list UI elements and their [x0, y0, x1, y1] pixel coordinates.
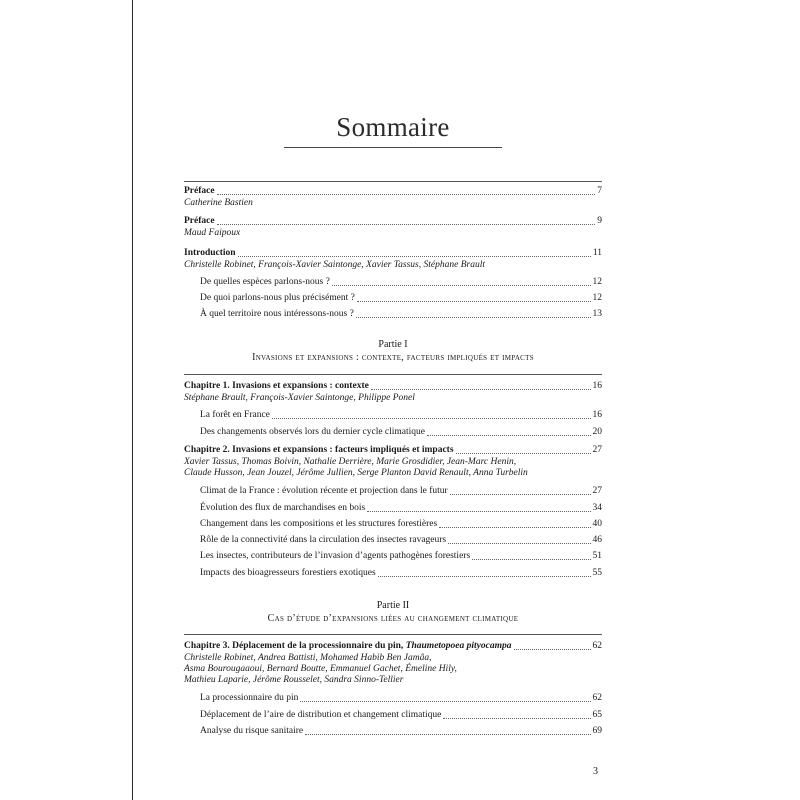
- entry-authors: Stéphane Brault, François-Xavier Saintonge, Philippe Ponel: [184, 393, 415, 403]
- entry-label: Analyse du risque sanitaire: [200, 726, 304, 736]
- dot-leader: [356, 316, 591, 318]
- page-number: 3: [593, 766, 598, 777]
- dot-leader: [357, 300, 591, 302]
- toc-subentry[interactable]: [200, 426, 602, 438]
- toc-entry-chapter-3[interactable]: [184, 640, 602, 652]
- entry-label: Chapitre 1. Invasions et expansions : contexte: [184, 381, 369, 391]
- entry-page: 62: [592, 641, 602, 651]
- dot-leader: [443, 717, 590, 719]
- toc-subentry[interactable]: [200, 725, 602, 737]
- dot-leader: [439, 526, 590, 528]
- entry-page: 20: [592, 427, 602, 437]
- entry-authors: Catherine Bastien: [184, 198, 253, 208]
- dot-leader: [217, 223, 596, 225]
- entry-label: À quel territoire nous intéressons-nous ?: [200, 309, 354, 319]
- dot-leader: [272, 417, 591, 419]
- entry-page: 62: [592, 693, 602, 703]
- entry-page: 55: [592, 568, 602, 578]
- toc-subentry[interactable]: [200, 292, 602, 304]
- entry-page: 12: [592, 293, 602, 303]
- toc-subentry[interactable]: [200, 518, 602, 530]
- entry-page: 7: [597, 186, 602, 196]
- entry-label: La forêt en France: [200, 410, 270, 420]
- entry-label: Introduction: [184, 248, 236, 258]
- dot-leader: [456, 452, 591, 454]
- dot-leader: [472, 558, 590, 560]
- entry-label: De quoi parlons-nous plus précisément ?: [200, 293, 355, 303]
- entry-page: 34: [592, 503, 602, 513]
- dot-leader: [371, 388, 591, 390]
- dot-leader: [217, 193, 596, 195]
- entry-label: Rôle de la connectivité dans la circulation des insectes ravageurs: [200, 535, 447, 545]
- dot-leader: [448, 542, 590, 544]
- section-rule: [184, 374, 602, 375]
- toc-entry-preface-2[interactable]: [184, 215, 602, 227]
- entry-page: 13: [592, 309, 602, 319]
- toc-entry-chapter-2[interactable]: [184, 444, 602, 456]
- entry-label: De quelles espèces parlons-nous ?: [200, 277, 330, 287]
- toc-subentry[interactable]: [200, 550, 602, 562]
- entry-label: Déplacement de l’aire de distribution et changement climatique: [200, 710, 442, 720]
- entry-label: Climat de la France : évolution récente et projection dans le futur: [200, 486, 448, 496]
- dot-leader: [514, 648, 591, 650]
- entry-label: [184, 640, 512, 652]
- entry-authors: Christelle Robinet, Andrea Battisti, Mohamed Habib Ben Jamâa,: [184, 653, 432, 663]
- entry-label: Préface: [184, 186, 215, 196]
- entry-label: Chapitre 2. Invasions et expansions : facteurs impliqués et impacts: [184, 445, 454, 455]
- part-title: Cas d’étude d’expansions liées au changement climatique: [267, 613, 519, 624]
- entry-page: 69: [592, 726, 602, 736]
- dot-leader: [367, 510, 590, 512]
- toc-subentry[interactable]: [200, 502, 602, 514]
- toc-subentry[interactable]: [200, 485, 602, 497]
- entry-label: La processionnaire du pin: [200, 693, 299, 703]
- title-underline: [284, 147, 502, 148]
- entry-page: 27: [592, 445, 602, 455]
- dot-leader: [300, 700, 590, 702]
- toc-subentry[interactable]: [200, 567, 602, 579]
- entry-page: 16: [592, 410, 602, 420]
- entry-page: 12: [592, 277, 602, 287]
- entry-label: Les insectes, contributeurs de l’invasion d’agents pathogènes forestiers: [200, 551, 471, 561]
- entry-label: Changement dans les compositions et les structures forestières: [200, 519, 438, 529]
- entry-page: 27: [592, 486, 602, 496]
- entry-page: 65: [592, 710, 602, 720]
- entry-label: Évolution des flux de marchandises en bois: [200, 503, 366, 513]
- entry-page: 46: [592, 535, 602, 545]
- toc-entry-preface-1[interactable]: [184, 185, 602, 197]
- entry-label-main: Chapitre 3. Déplacement de la processionnaire du pin,: [184, 641, 406, 651]
- entry-page: 9: [597, 216, 602, 226]
- toc-subentry[interactable]: [200, 276, 602, 288]
- part-label: Partie II: [376, 600, 410, 611]
- dot-leader: [427, 434, 590, 436]
- page-edge-line: [132, 0, 133, 800]
- dot-leader: [450, 493, 591, 495]
- entry-label: Des changements observés lors du dernier cycle climatique: [200, 427, 426, 437]
- entry-page: 16: [592, 381, 602, 391]
- part-label: Partie I: [378, 339, 408, 350]
- entry-label-species: Thaumetopoea pityocampa: [405, 641, 512, 651]
- entry-authors: Mathieu Laparie, Jérôme Rousselet, Sandra Sinno-Tellier: [184, 675, 404, 685]
- entry-page: 11: [592, 248, 602, 258]
- page-title: Sommaire: [336, 112, 450, 142]
- toc-subentry[interactable]: [200, 534, 602, 546]
- toc-subentry[interactable]: [200, 308, 602, 320]
- entry-page: 51: [592, 551, 602, 561]
- entry-label: Impacts des bioagresseurs forestiers exotiques: [200, 568, 376, 578]
- part-title: Invasions et expansions : contexte, facteurs impliqués et impacts: [252, 352, 534, 363]
- dot-leader: [238, 255, 591, 257]
- entry-page: 40: [592, 519, 602, 529]
- section-rule: [184, 634, 602, 635]
- entry-label: Préface: [184, 216, 215, 226]
- entry-authors: Maud Faipoux: [184, 228, 241, 238]
- entry-authors: Asma Bourougaaoui, Bernard Boutte, Emmanuel Gachet, Émeline Hily,: [184, 664, 457, 674]
- toc-subentry[interactable]: [200, 709, 602, 721]
- toc-subentry[interactable]: [200, 692, 602, 704]
- dot-leader: [378, 575, 591, 577]
- toc-subentry[interactable]: [200, 409, 602, 421]
- dot-leader: [305, 733, 590, 735]
- entry-authors: Claude Husson, Jean Jouzel, Jérôme Jullien, Serge Planton David Renault, Anna Turbelin: [184, 468, 528, 478]
- dot-leader: [332, 284, 591, 286]
- section-rule: [184, 181, 602, 182]
- entry-authors: Christelle Robinet, François-Xavier Saintonge, Xavier Tassus, Stéphane Brault: [184, 260, 485, 270]
- toc-entry-chapter-1[interactable]: [184, 380, 602, 392]
- entry-authors: Xavier Tassus, Thomas Boivin, Nathalie Derrière, Marie Grosdidier, Jean-Marc Henin,: [184, 457, 517, 467]
- toc-entry-introduction[interactable]: [184, 247, 602, 259]
